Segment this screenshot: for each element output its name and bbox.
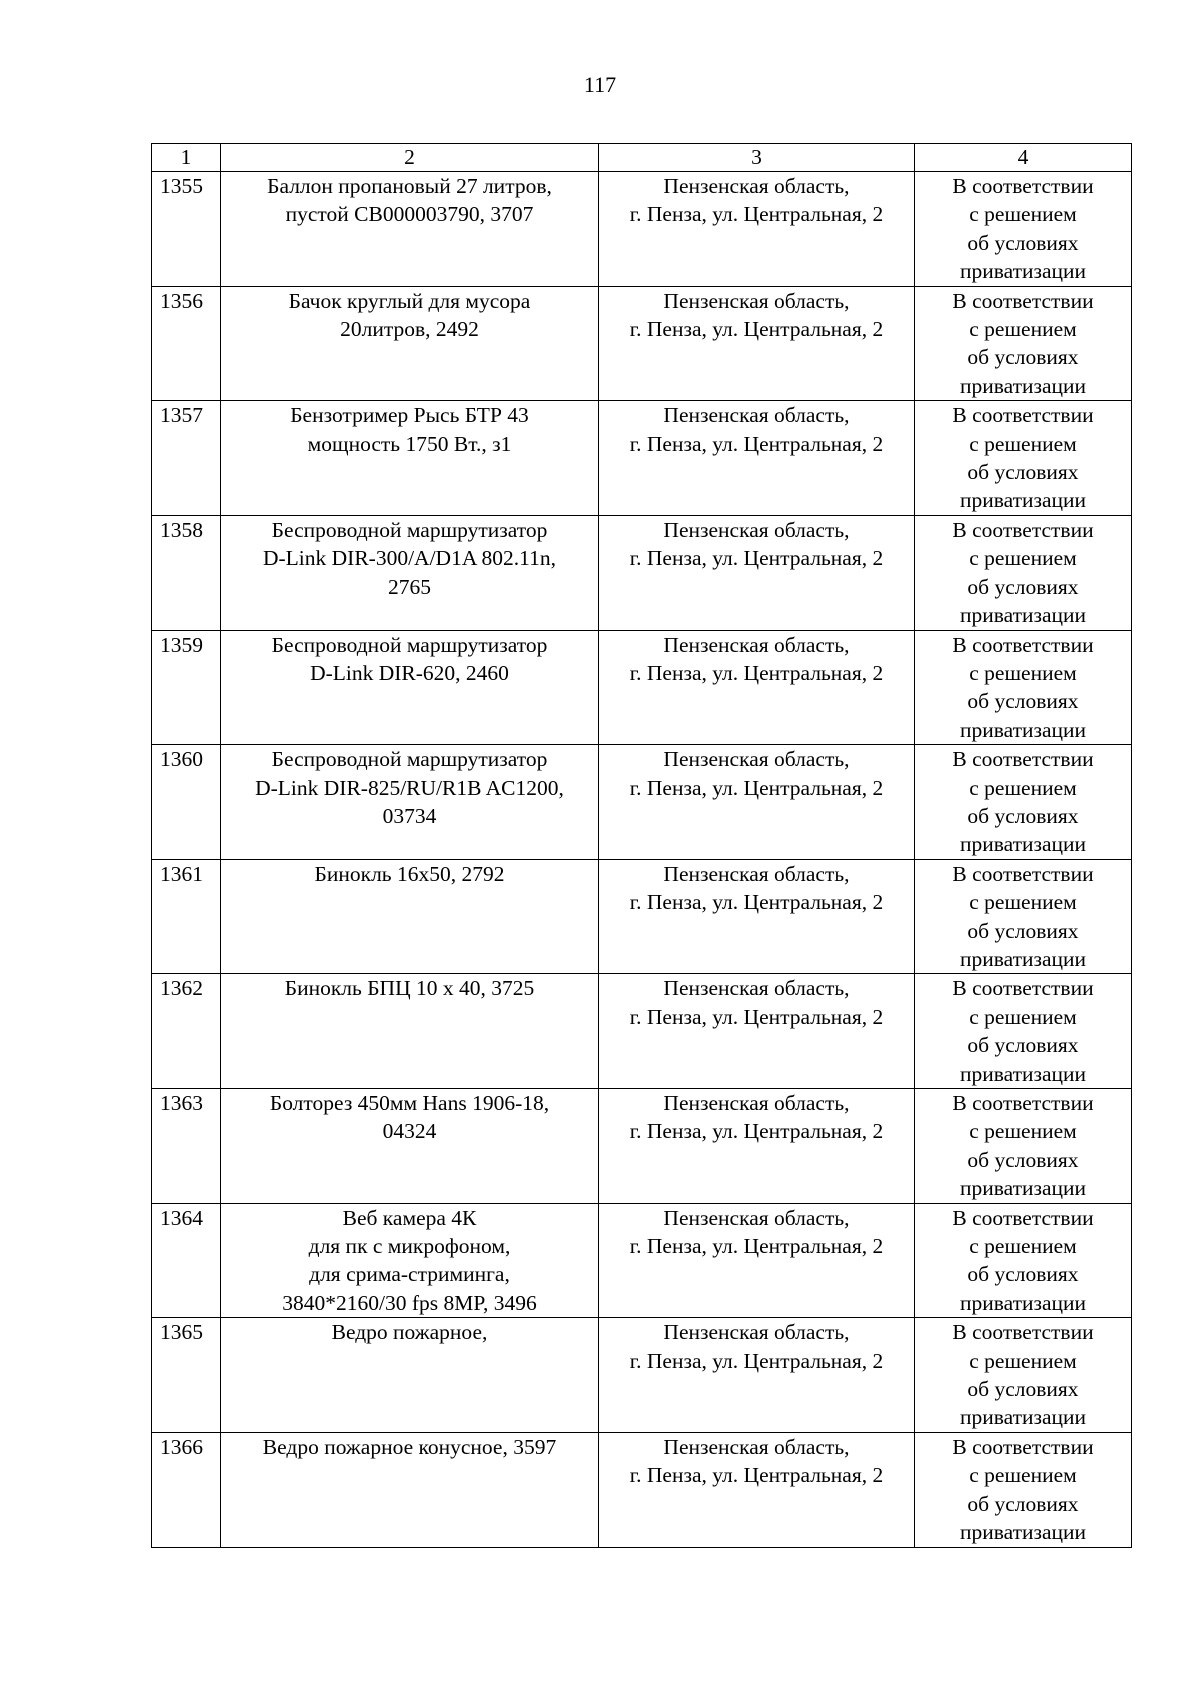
property-table (151, 143, 1132, 1548)
item-address: Пензенская область, г. Пенза, ул. Центральная, 2 (599, 1089, 915, 1204)
item-address: Пензенская область, г. Пенза, ул. Центральная, 2 (599, 630, 915, 745)
table-row (152, 1432, 1132, 1547)
item-name: Бинокль 16х50, 2792 (221, 859, 599, 974)
row-number: 1357 (152, 401, 221, 516)
row-number: 1358 (152, 515, 221, 630)
row-number: 1365 (152, 1318, 221, 1433)
header-col-3: 3 (599, 144, 915, 172)
item-basis: В соответствии с решением об условиях приватизации (915, 1089, 1132, 1204)
item-address: Пензенская область, г. Пенза, ул. Центральная, 2 (599, 1432, 915, 1547)
table-row (152, 515, 1132, 630)
table-row (152, 630, 1132, 745)
table-row (152, 1318, 1132, 1433)
row-number: 1355 (152, 172, 221, 287)
item-name: Беспроводной маршрутизатор D-Link DIR-300/A/D1A 802.11n, 2765 (221, 515, 599, 630)
table-row (152, 859, 1132, 974)
row-number: 1366 (152, 1432, 221, 1547)
header-col-4: 4 (915, 144, 1132, 172)
header-row (152, 144, 1132, 172)
item-basis: В соответствии с решением об условиях приватизации (915, 974, 1132, 1089)
item-address: Пензенская область, г. Пенза, ул. Центральная, 2 (599, 1203, 915, 1318)
row-number: 1364 (152, 1203, 221, 1318)
row-number: 1361 (152, 859, 221, 974)
item-basis: В соответствии с решением об условиях приватизации (915, 859, 1132, 974)
item-basis: В соответствии с решением об условиях приватизации (915, 286, 1132, 401)
item-address: Пензенская область, г. Пенза, ул. Центральная, 2 (599, 286, 915, 401)
item-name: Бензотример Рысь БТР 43 мощность 1750 Вт., з1 (221, 401, 599, 516)
item-name: Ведро пожарное конусное, 3597 (221, 1432, 599, 1547)
header-col-2: 2 (221, 144, 599, 172)
item-basis: В соответствии с решением об условиях приватизации (915, 1203, 1132, 1318)
item-basis: В соответствии с решением об условиях приватизации (915, 172, 1132, 287)
item-name: Беспроводной маршрутизатор D-Link DIR-620, 2460 (221, 630, 599, 745)
item-address: Пензенская область, г. Пенза, ул. Центральная, 2 (599, 401, 915, 516)
item-basis: В соответствии с решением об условиях приватизации (915, 515, 1132, 630)
header-col-1: 1 (152, 144, 221, 172)
item-name: Ведро пожарное, (221, 1318, 599, 1433)
item-address: Пензенская область, г. Пенза, ул. Центральная, 2 (599, 974, 915, 1089)
table-row (152, 974, 1132, 1089)
item-address: Пензенская область, г. Пенза, ул. Центральная, 2 (599, 859, 915, 974)
item-basis: В соответствии с решением об условиях приватизации (915, 401, 1132, 516)
table-row (152, 286, 1132, 401)
item-name: Баллон пропановый 27 литров, пустой CB000003790, 3707 (221, 172, 599, 287)
item-address: Пензенская область, г. Пенза, ул. Центральная, 2 (599, 745, 915, 860)
table-row (152, 1089, 1132, 1204)
item-basis: В соответствии с решением об условиях приватизации (915, 1318, 1132, 1433)
page-number: 117 (583, 72, 617, 97)
table-row (152, 401, 1132, 516)
row-number: 1359 (152, 630, 221, 745)
table-row (152, 172, 1132, 287)
item-basis: В соответствии с решением об условиях приватизации (915, 745, 1132, 860)
table-header (152, 144, 1132, 172)
item-address: Пензенская область, г. Пенза, ул. Центральная, 2 (599, 1318, 915, 1433)
item-name: Беспроводной маршрутизатор D-Link DIR-825/RU/R1B AC1200, 03734 (221, 745, 599, 860)
item-address: Пензенская область, г. Пенза, ул. Центральная, 2 (599, 515, 915, 630)
table-row (152, 745, 1132, 860)
table-row (152, 1203, 1132, 1318)
table-body (152, 172, 1132, 1548)
row-number: 1356 (152, 286, 221, 401)
row-number: 1360 (152, 745, 221, 860)
item-name: Болторез 450мм Hans 1906-18, 04324 (221, 1089, 599, 1204)
item-basis: В соответствии с решением об условиях приватизации (915, 1432, 1132, 1547)
row-number: 1362 (152, 974, 221, 1089)
item-name: Бинокль БПЦ 10 х 40, 3725 (221, 974, 599, 1089)
item-basis: В соответствии с решением об условиях приватизации (915, 630, 1132, 745)
item-name: Веб камера 4К для пк с микрофоном, для срима-стриминга, 3840*2160/30 fps 8MP, 3496 (221, 1203, 599, 1318)
row-number: 1363 (152, 1089, 221, 1204)
item-name: Бачок круглый для мусора 20литров, 2492 (221, 286, 599, 401)
item-address: Пензенская область, г. Пенза, ул. Центральная, 2 (599, 172, 915, 287)
